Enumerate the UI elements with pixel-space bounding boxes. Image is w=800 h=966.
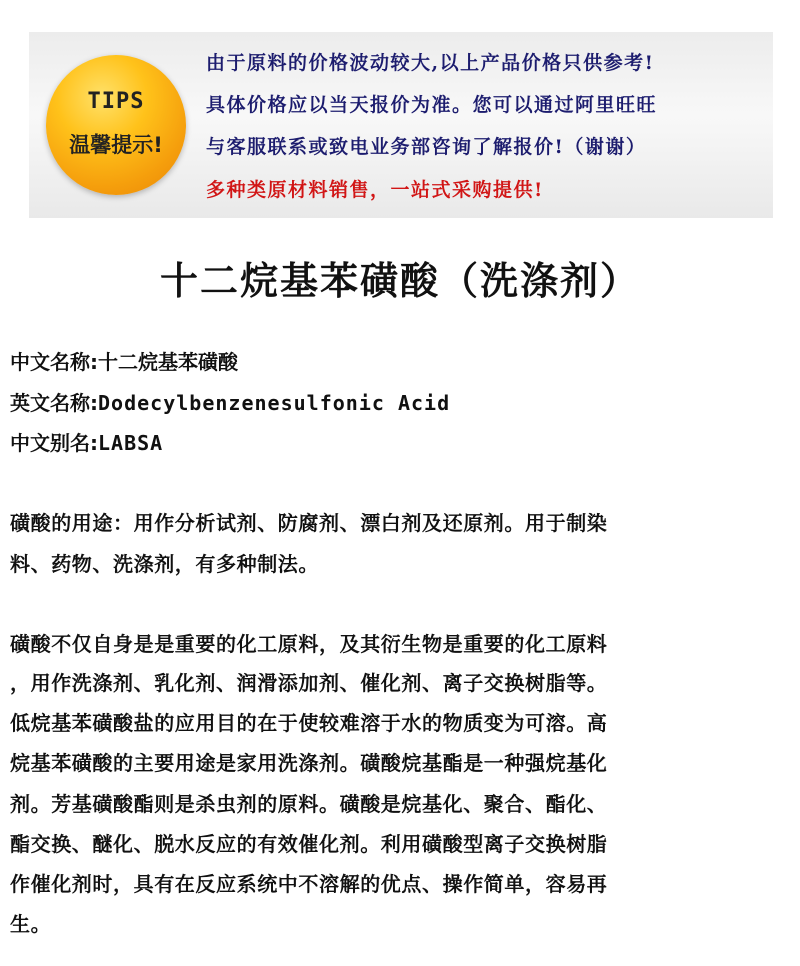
tips-line-2: 具体价格应以当天报价为准。您可以通过阿里旺旺	[206, 94, 658, 116]
tips-line-1: 由于原料的价格波动较大,以上产品价格只供参考!	[206, 52, 655, 74]
description-paragraph-line: 剂。芳基磺酸酯则是杀虫剂的原料。磺酸是烷基化、聚合、酯化、	[10, 792, 608, 816]
english-name-value: Dodecylbenzenesulfonic Acid	[98, 391, 451, 415]
description-paragraph-line: 生。	[10, 912, 52, 936]
tips-line-3: 与客服联系或致电业务部咨询了解报价!（谢谢）	[206, 136, 647, 158]
chinese-name-label: 中文名称:	[10, 350, 98, 374]
description-paragraph-line: 作催化剂时，具有在反应系统中不溶解的优点、操作简单，容易再	[10, 872, 608, 896]
description-paragraph-line: 酯交换、醚化、脱水反应的有效催化剂。利用磺酸型离子交换树脂	[10, 832, 608, 856]
alias-row	[10, 427, 163, 456]
tips-line-4: 多种类原材料销售，一站式采购提供!	[206, 179, 544, 201]
description-paragraph-line: 低烷基苯磺酸盐的应用目的在于使较难溶于水的物质变为可溶。高	[10, 711, 608, 735]
usage-paragraph-line: 磺酸的用途：用作分析试剂、防腐剂、漂白剂及还原剂。用于制染	[10, 511, 608, 535]
chinese-name-value: 十二烷基苯磺酸	[98, 350, 238, 374]
chinese-name-row	[10, 346, 238, 375]
alias-label: 中文别名:	[10, 431, 98, 455]
english-name-label: 英文名称:	[10, 391, 98, 415]
tips-badge-subtitle: 温馨提示!	[69, 133, 163, 157]
alias-value: LABSA	[98, 431, 164, 455]
description-paragraph-line: 烷基苯磺酸的主要用途是家用洗涤剂。磺酸烷基酯是一种强烷基化	[10, 751, 608, 775]
tips-badge-title: TIPS	[87, 89, 145, 114]
tips-badge	[46, 55, 186, 195]
english-name-row	[10, 387, 450, 416]
description-paragraph-line: ，用作洗涤剂、乳化剂、润滑添加剂、催化剂、离子交换树脂等。	[10, 671, 608, 695]
description-paragraph-line: 磺酸不仅自身是是重要的化工原料，及其衍生物是重要的化工原料	[10, 632, 608, 656]
usage-paragraph-line: 料、药物、洗涤剂，有多种制法。	[10, 552, 319, 576]
page-title: 十二烷基苯磺酸（洗涤剂）	[159, 258, 640, 303]
tips-banner	[29, 32, 773, 218]
